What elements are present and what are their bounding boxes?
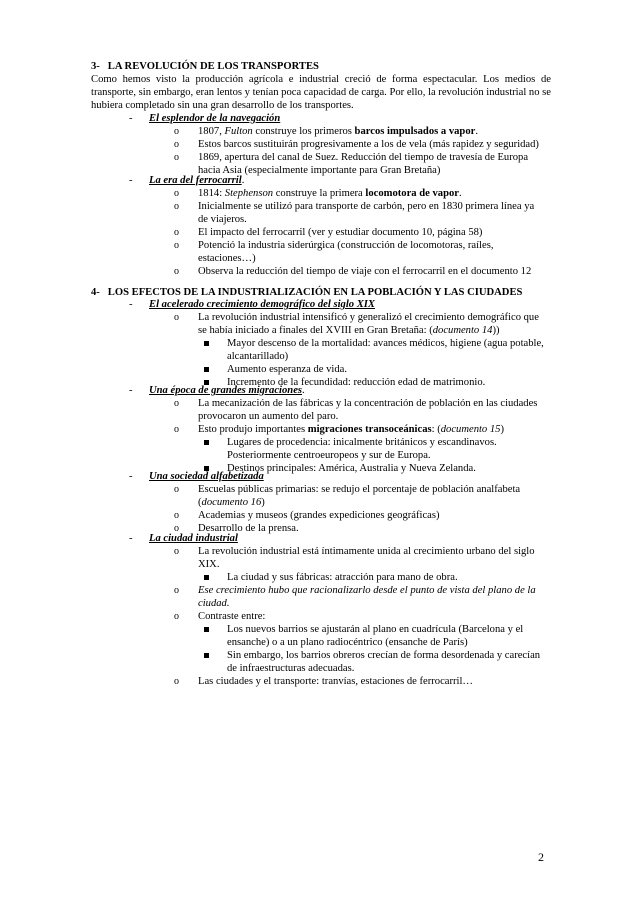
section-3-heading bbox=[91, 60, 319, 73]
topic-label: El acelerado crecimiento demográfico del siglo XIX bbox=[149, 299, 375, 310]
text-run: locomotora de vapor bbox=[365, 188, 459, 199]
list-item bbox=[174, 545, 548, 558]
circle-bullet-icon: o bbox=[174, 139, 179, 150]
text-run: . bbox=[458, 188, 462, 199]
square-bullet-icon bbox=[204, 367, 209, 372]
list-item bbox=[174, 125, 548, 138]
square-bullet-icon bbox=[204, 440, 209, 445]
dash-marker: - bbox=[129, 175, 133, 186]
text-run: Desarrollo de la prensa. bbox=[198, 523, 299, 534]
text-run: Mayor descenso de la mortalidad: avances médicos, higiene (agua potable, bbox=[227, 338, 544, 349]
text-run: Stephenson bbox=[224, 188, 274, 199]
square-bullet-icon bbox=[204, 341, 209, 346]
circle-bullet-icon: o bbox=[174, 523, 179, 534]
text-run: La revolución industrial intensificó y generalizó el crecimiento demográfico que bbox=[198, 312, 539, 323]
text-run: migraciones transoceánicas bbox=[307, 424, 432, 435]
square-bullet-icon bbox=[204, 653, 209, 658]
text-run: alcantarillado) bbox=[227, 351, 289, 362]
square-bullet-icon bbox=[204, 575, 209, 580]
list-item-continuation bbox=[198, 410, 548, 423]
circle-bullet-icon: o bbox=[174, 611, 179, 622]
sub-list-item bbox=[227, 337, 547, 350]
list-item bbox=[174, 200, 548, 213]
text-run: ciudad. bbox=[198, 598, 230, 609]
list-item-continuation bbox=[198, 252, 548, 265]
circle-bullet-icon: o bbox=[174, 240, 179, 251]
sub-list-item-continuation bbox=[227, 662, 547, 675]
text-run: 1814: bbox=[198, 188, 225, 199]
circle-bullet-icon: o bbox=[174, 266, 179, 277]
text-run: )) bbox=[492, 325, 500, 336]
text-run: Academias y museos (grandes expediciones geográficas) bbox=[198, 510, 440, 521]
circle-bullet-icon: o bbox=[174, 312, 179, 323]
text-run: XIX. bbox=[198, 559, 220, 570]
text-run: Escuelas públicas primarias: se redujo el porcentaje de población analfabeta bbox=[198, 484, 521, 495]
circle-bullet-icon: o bbox=[174, 484, 179, 495]
text-run: documento 16 bbox=[201, 497, 262, 508]
list-item-continuation bbox=[198, 558, 548, 571]
circle-bullet-icon: o bbox=[174, 152, 179, 163]
text-run: de infraestructuras adecuadas. bbox=[227, 663, 355, 674]
topic-ferrocarril bbox=[129, 174, 549, 187]
topic-ciudad-industrial bbox=[129, 532, 549, 545]
text-run: El impacto del ferrocarril (ver y estudiar documento 10, página 58) bbox=[198, 227, 483, 238]
topic-label: Una época de grandes migraciones bbox=[149, 385, 303, 396]
topic-alfabetizada bbox=[129, 470, 549, 483]
sub-list-item-continuation bbox=[227, 449, 547, 462]
text-run: . bbox=[475, 126, 478, 137]
text-run: de viajeros. bbox=[198, 214, 247, 225]
section-number: 4- bbox=[91, 287, 100, 298]
dash-marker: - bbox=[129, 471, 133, 482]
text-run: barcos impulsados a vapor bbox=[354, 126, 476, 137]
list-item bbox=[174, 138, 548, 151]
text-run: Aumento esperanza de vida. bbox=[227, 364, 348, 375]
sub-list-item-continuation bbox=[227, 350, 547, 363]
section-3-intro: Como hemos visto la producción agrícola e industrial creció de forma espectacular. Los medios de transporte, sin embargo, eran lentos y tenían poca capacidad de carga. Por ello, la revolución industrial no se hubiera completado sin una gran desarrollo de los transportes. bbox=[91, 74, 551, 111]
circle-bullet-icon: o bbox=[174, 585, 179, 596]
text-run: construye la primera bbox=[273, 188, 366, 199]
circle-bullet-icon: o bbox=[174, 188, 179, 199]
text-run: ) bbox=[500, 424, 505, 435]
topic-label: La era del ferrocarril bbox=[149, 175, 242, 186]
text-run: La mecanización de las fábricas y la concentración de población en las ciudades bbox=[198, 398, 538, 409]
topic-migraciones bbox=[129, 384, 549, 397]
page-number: 2 bbox=[538, 850, 544, 864]
text-run: se había iniciado a finales del XVIII en Gran Bretaña: ( bbox=[198, 325, 433, 336]
text-run: Sin embargo, los barrios obreros crecían de forma desordenada y carecían bbox=[227, 650, 541, 661]
sub-list-item-continuation bbox=[227, 636, 547, 649]
text-run: Las ciudades y el transporte: tranvías, estaciones de ferrocarril… bbox=[198, 676, 474, 687]
section-title: LA REVOLUCIÓN DE LOS TRANSPORTES bbox=[107, 61, 319, 72]
list-item bbox=[174, 675, 548, 688]
text-run: Contraste entre: bbox=[198, 611, 266, 622]
list-item bbox=[174, 151, 548, 164]
dash-marker: - bbox=[129, 299, 133, 310]
dash-marker: - bbox=[129, 533, 133, 544]
list-item bbox=[174, 483, 548, 496]
list-item bbox=[174, 187, 548, 200]
sub-list-item bbox=[227, 623, 547, 636]
section-number: 3- bbox=[91, 61, 100, 72]
text-run: documento 15 bbox=[440, 424, 501, 435]
list-item bbox=[174, 239, 548, 252]
topic-label: La ciudad industrial bbox=[149, 533, 238, 544]
square-bullet-icon bbox=[204, 627, 209, 632]
text-run: 1869, apertura del canal de Suez. Reducción del tiempo de travesía de Europa bbox=[198, 152, 529, 163]
list-item bbox=[174, 265, 548, 278]
text-run: . bbox=[302, 385, 305, 396]
sub-list-item bbox=[227, 649, 547, 662]
section-title: LOS EFECTOS DE LA INDUSTRIALIZACIÓN EN LA POBLACIÓN Y LAS CIUDADES bbox=[107, 287, 523, 298]
list-item bbox=[174, 610, 548, 623]
text-run: Estos barcos sustituirán progresivamente a los de vela (más rapidez y seguridad) bbox=[198, 139, 539, 150]
text-run: provocaron un aumento del paro. bbox=[198, 411, 339, 422]
dash-marker: - bbox=[129, 113, 133, 124]
topic-label: Una sociedad alfabetizada bbox=[149, 471, 264, 482]
circle-bullet-icon: o bbox=[174, 424, 179, 435]
text-run: Incremento de la fecundidad: reducción edad de matrimonio. bbox=[227, 377, 486, 388]
circle-bullet-icon: o bbox=[174, 398, 179, 409]
text-run: ( bbox=[198, 497, 202, 508]
circle-bullet-icon: o bbox=[174, 126, 179, 137]
text-run: 1807, bbox=[198, 126, 225, 137]
text-run: Posteriormente centroeuropeos y sur de Europa. bbox=[227, 450, 431, 461]
dash-marker: - bbox=[129, 385, 133, 396]
list-item bbox=[174, 509, 548, 522]
text-run: Fulton bbox=[224, 126, 253, 137]
topic-demografia bbox=[129, 298, 549, 311]
circle-bullet-icon: o bbox=[174, 510, 179, 521]
list-item bbox=[174, 226, 548, 239]
text-run: Lugares de procedencia: inicalmente británicos y escandinavos. bbox=[227, 437, 497, 448]
list-item-continuation bbox=[198, 213, 548, 226]
text-run: estaciones…) bbox=[198, 253, 256, 264]
text-run: hacia Asia (especialmente importante para Gran Bretaña) bbox=[198, 165, 441, 176]
text-run: Potenció la industria siderúrgica (construcción de locomotoras, raíles, bbox=[198, 240, 494, 251]
text-run: Inicialmente se utilizó para transporte de carbón, pero en 1830 primera línea ya bbox=[198, 201, 535, 212]
text-run: Ese crecimiento hubo que racionalizarlo desde el punto de vista del plano de la bbox=[198, 585, 536, 596]
text-run: Esto produjo importantes bbox=[198, 424, 308, 435]
text-run: La ciudad y sus fábricas: atracción para mano de obra. bbox=[227, 572, 458, 583]
circle-bullet-icon: o bbox=[174, 201, 179, 212]
text-run: Los nuevos barrios se ajustarán al plano en cuadrícula (Barcelona y el bbox=[227, 624, 524, 635]
text-run: Destinos principales: América, Australia y Nueva Zelanda. bbox=[227, 463, 476, 474]
list-item bbox=[174, 311, 548, 324]
sub-list-item bbox=[227, 571, 547, 584]
list-item bbox=[174, 423, 548, 436]
text-run: documento 14 bbox=[432, 325, 493, 336]
text-run: Observa la reducción del tiempo de viaje con el ferrocarril en el documento 12 bbox=[198, 266, 532, 277]
list-item-continuation bbox=[198, 597, 548, 610]
text-run: : ( bbox=[431, 424, 441, 435]
list-item bbox=[174, 397, 548, 410]
text-run: ensanche) o a un plano radiocéntrico (ensanche de París) bbox=[227, 637, 468, 648]
topic-navegacion bbox=[129, 112, 549, 125]
circle-bullet-icon: o bbox=[174, 546, 179, 557]
topic-label: El esplendor de la navegación bbox=[149, 113, 281, 124]
list-item bbox=[174, 584, 548, 597]
list-item-continuation bbox=[198, 496, 548, 509]
text-run: La revolución industrial está íntimamente unida al crecimiento urbano del siglo bbox=[198, 546, 535, 557]
text-run: construye los primeros bbox=[252, 126, 355, 137]
sub-list-item bbox=[227, 363, 547, 376]
list-item-continuation bbox=[198, 324, 548, 337]
circle-bullet-icon: o bbox=[174, 676, 179, 687]
text-run: . bbox=[241, 175, 245, 186]
circle-bullet-icon: o bbox=[174, 227, 179, 238]
sub-list-item bbox=[227, 436, 547, 449]
text-run: ) bbox=[261, 497, 265, 508]
